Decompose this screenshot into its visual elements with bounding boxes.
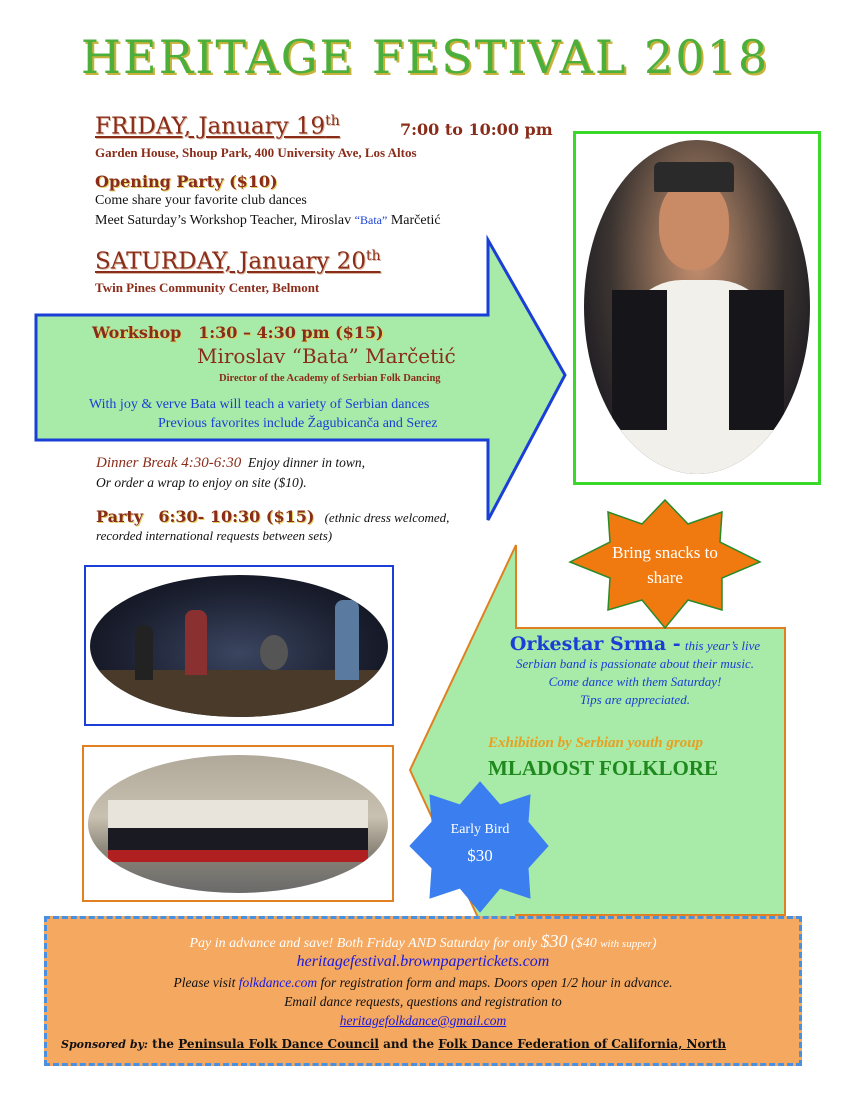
vest-right bbox=[729, 290, 784, 430]
friday-heading: FRIDAY, January 19th bbox=[95, 113, 340, 140]
group-name: MLADOST FOLKLORE bbox=[488, 756, 719, 780]
saturday-venue: Twin Pines Community Center, Belmont bbox=[95, 280, 320, 295]
band-desc2: Serbian band is passionate about their music. bbox=[516, 656, 754, 671]
band-member-3 bbox=[335, 600, 359, 680]
party-line2: recorded international requests between sets) bbox=[96, 528, 333, 543]
footer-box bbox=[44, 916, 802, 1066]
party-line1: Party 6:30- 10:30 ($15) (ethnic dress welcomed, bbox=[96, 507, 450, 526]
workshop-desc2: Previous favorites include Žagubicanča and Serez bbox=[158, 416, 438, 431]
workshop-desc1: With joy & verve Bata will teach a variety of Serbian dances bbox=[89, 397, 430, 412]
early-bird-text bbox=[430, 822, 530, 866]
costumes-dark bbox=[108, 828, 368, 850]
sponsor-line: Sponsored by: the Peninsula Folk Dance Council and the Folk Dance Federation of California, North bbox=[61, 1037, 727, 1051]
folkdance-link[interactable]: folkdance.com bbox=[238, 975, 318, 990]
teacher-name: Miroslav “Bata” Marčetić bbox=[197, 344, 456, 368]
dinner-line2: Or order a wrap to enjoy on site ($10). bbox=[96, 475, 307, 490]
band-member-2 bbox=[135, 625, 153, 680]
drums bbox=[260, 635, 288, 670]
band-line1: Orkestar Srma - this year’s live bbox=[509, 633, 761, 655]
footer-visit-line: Please visit folkdance.com for registration form and maps. Doors open 1/2 hour in advance. bbox=[173, 975, 673, 990]
vest-left bbox=[612, 290, 667, 430]
early-bird-label: Early Bird bbox=[450, 822, 510, 837]
sponsor-1: Peninsula Folk Dance Council bbox=[178, 1037, 379, 1051]
youth-photo-frame bbox=[82, 745, 394, 902]
snacks-text bbox=[580, 540, 750, 590]
festival-title: HERITAGE FESTIVAL 2018 bbox=[80, 30, 770, 84]
teacher-photo bbox=[584, 140, 810, 474]
exhibition-line: Exhibition by Serbian youth group bbox=[488, 735, 704, 751]
face-shape bbox=[659, 180, 729, 270]
band-desc3: Come dance with them Saturday! bbox=[548, 674, 722, 689]
friday-time: 7:00 to 10:00 pm bbox=[400, 120, 553, 139]
snacks-line2: share bbox=[647, 568, 683, 587]
costumes-red bbox=[108, 850, 368, 862]
email-link[interactable]: heritagefolkdance@gmail.com bbox=[339, 1013, 507, 1028]
ticket-url[interactable]: heritagefestival.brownpapertickets.com bbox=[296, 953, 550, 970]
band-desc4: Tips are appreciated. bbox=[580, 692, 690, 707]
hat-shape bbox=[654, 162, 734, 192]
youth-photo bbox=[88, 755, 388, 893]
band-member-1 bbox=[185, 610, 207, 675]
band-block bbox=[470, 633, 800, 709]
costumes-white bbox=[108, 800, 368, 828]
friday-line1: Come share your favorite club dances bbox=[95, 193, 307, 208]
snacks-line1: Bring snacks to bbox=[612, 543, 718, 562]
opening-party-title: Opening Party ($10) bbox=[95, 172, 278, 191]
dinner-line1: Dinner Break 4:30-6:30 Enjoy dinner in town, bbox=[96, 455, 365, 471]
footer-email-line: Email dance requests, questions and registration to bbox=[284, 994, 562, 1009]
band-photo-frame bbox=[84, 565, 394, 726]
band-photo bbox=[90, 575, 388, 717]
teacher-title: Director of the Academy of Serbian Folk Dancing bbox=[219, 373, 441, 384]
teacher-photo-frame bbox=[573, 131, 821, 485]
friday-venue: Garden House, Shoup Park, 400 University Ave, Los Altos bbox=[95, 145, 417, 160]
saturday-heading: SATURDAY, January 20th bbox=[95, 248, 381, 275]
friday-line2: Meet Saturday’s Workshop Teacher, Miroslav “Bata” Marčetić bbox=[95, 213, 441, 228]
early-bird-price: $30 bbox=[467, 846, 493, 865]
footer-pay-line: Pay in advance and save! Both Friday AND Saturday for only $30 ($40 with supper) bbox=[189, 931, 657, 951]
workshop-label: Workshop 1:30 – 4:30 pm ($15) bbox=[92, 323, 384, 342]
sponsor-2: Folk Dance Federation of California, North bbox=[438, 1037, 727, 1051]
